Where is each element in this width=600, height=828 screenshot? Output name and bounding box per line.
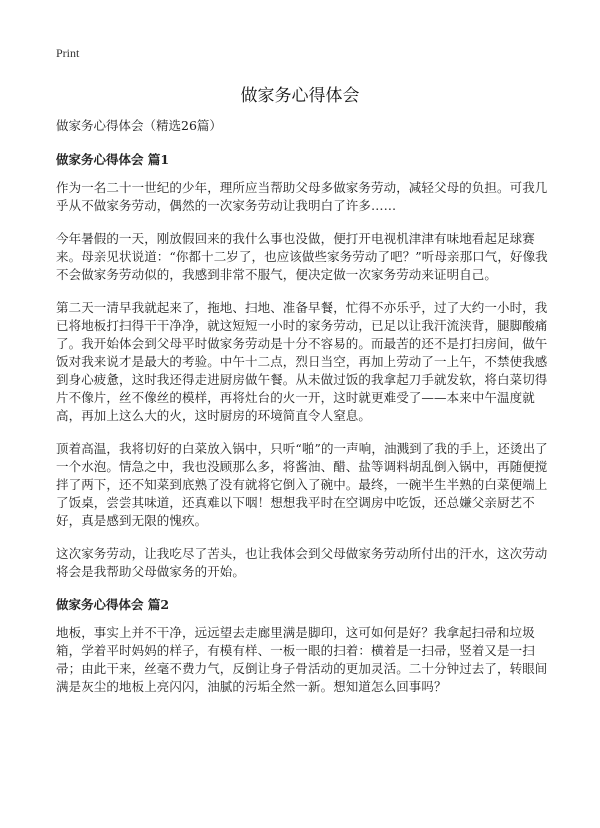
paragraph: 今年暑假的一天，刚放假回来的我什么事也没做，便打开电视机津津有味地看起足球赛来。母亲见状说道：“你都十二岁了，也应该做些家务劳动了吧？”听母亲那口气，好像我不会做家务劳动似的，我感到非常不服气，便决定做一次家务劳动来证明自己。: [56, 231, 548, 282]
document-subtitle: 做家务心得体会（精选26篇）: [56, 118, 222, 133]
section-heading: 做家务心得体会 篇1: [56, 152, 170, 167]
paragraph: 第二天一清早我就起来了，拖地、扫地、准备早餐，忙得不亦乐乎，过了大约一小时，我已将地板打扫得干干净净，就这短短一小时的家务劳动，已足以让我汗流浃背，腿脚酸痛了。我开始体会到父母平时做家务劳动是十分不容易的。而最苦的还不是打扫房间，做午饭对我来说才是最大的考验。中午十二点，烈日当空，再加上劳动了一上午，不禁使我感到身心疲惫，这时我还得走进厨房做午餐。从未做过饭的我拿起刀手就发软，将白菜切得片不像片，丝不像丝的模样，再将灶台的火一开，这时就更难受了——本来中午温度就高，再加上这么大的火，这时厨房的环境简直令人窒息。: [56, 300, 548, 423]
paragraph: 地板，事实上并不干净，远远望去走廊里满是脚印，这可如何是好？我拿起扫帚和垃圾箱，学着平时妈妈的样子，有模有样、一板一眼的扫着：横着是一扫帚，竖着又是一扫帚；由此干来，丝毫不费力气，反倒让身子骨活动的更加灵活。二十分钟过去了，转眼间满是灰尘的地板上亮闪闪，油腻的污垢全然一新。想知道怎么回事吗？: [56, 625, 548, 694]
section-1: [56, 151, 548, 581]
paragraph: 这次家务劳动，让我吃尽了苦头，也让我体会到父母做家务劳动所付出的汗水，这次劳动将会是我帮助父母做家务的开始。: [56, 546, 548, 579]
paragraph: 顶着高温，我将切好的白菜放入锅中，只听“啪”的一声响，油溅到了我的手上，还烫出了一个水泡。情急之中，我也没顾那么多，将酱油、醋、盐等调料胡乱倒入锅中，再随便搅拌了两下，还不知菜到底熟了没有就将它倒入了碗中。最终，一碗半生半熟的白菜便端上了饭桌，尝尝其味道，还真难以下咽！想想我平时在空调房中吃饭，还总嫌父亲厨艺不好，真是感到无限的愧疚。: [56, 441, 548, 528]
document-body: [56, 117, 548, 711]
print-link[interactable]: Print: [56, 46, 80, 60]
document-title: 做家务心得体会: [240, 86, 360, 106]
section-heading: 做家务心得体会 篇2: [56, 597, 170, 612]
paragraph: 作为一名二十一世纪的少年，理所应当帮助父母多做家务劳动，减轻父母的负担。可我几乎从不做家务劳动，偶然的一次家务劳动让我明白了许多……: [56, 180, 548, 213]
section-2: [56, 596, 548, 696]
